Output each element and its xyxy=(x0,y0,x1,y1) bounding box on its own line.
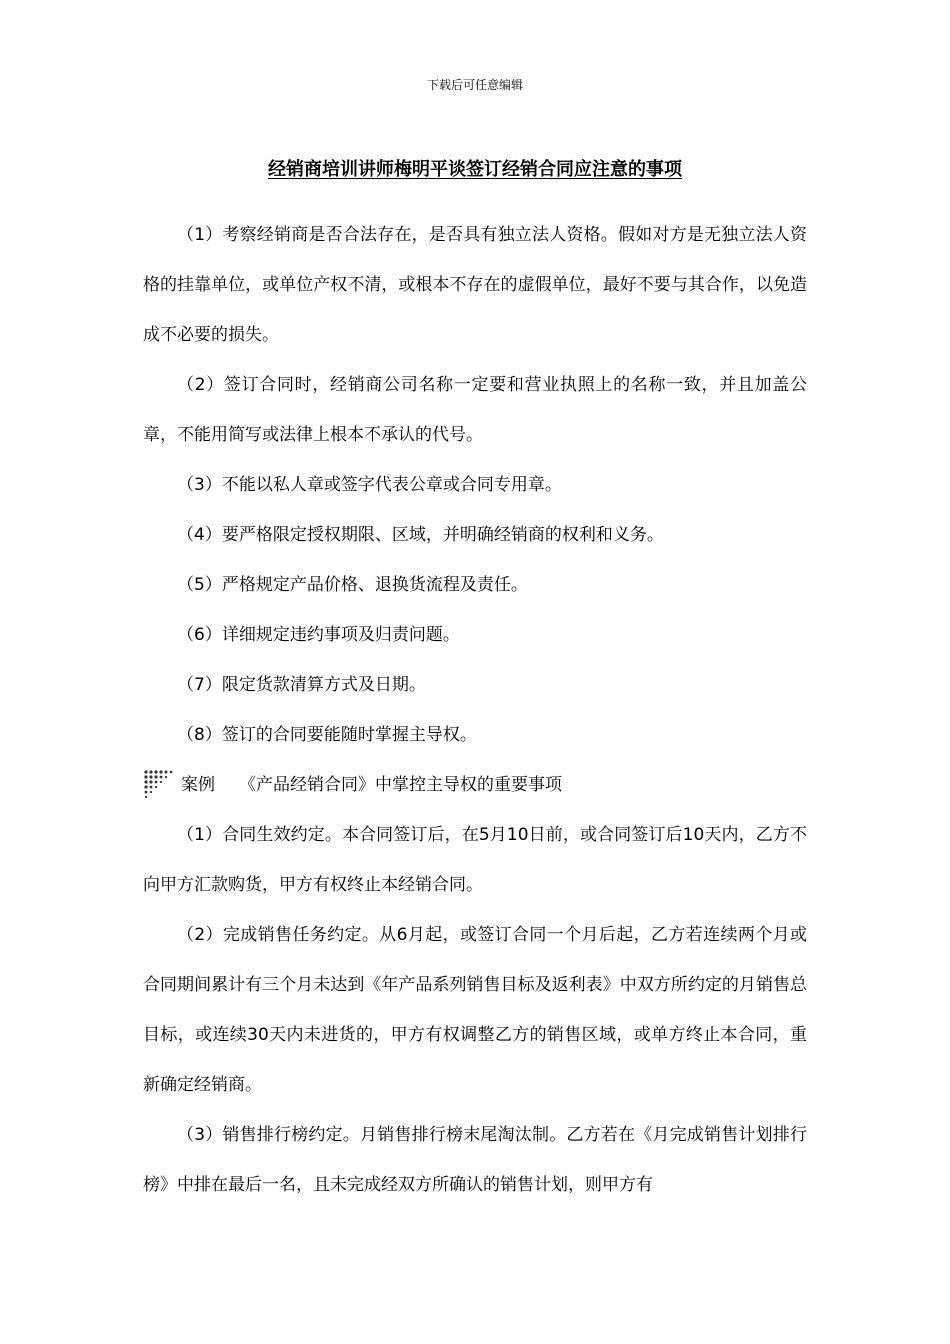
paragraph-8: （8）签订的合同要能随时掌握主导权。 xyxy=(177,725,477,745)
page-header: 下载后可任意编辑 xyxy=(426,78,523,92)
case-heading xyxy=(143,760,807,810)
document-title: 经销商培训讲师梅明平谈签订经销合同应注意的事项 xyxy=(268,159,682,180)
paragraph-4: （4）要严格限定授权期限、区域，并明确经销商的权利和义务。 xyxy=(177,525,664,545)
case-marker-icon xyxy=(143,769,175,801)
paragraph-5: （5）严格规定产品价格、退换货流程及责任。 xyxy=(177,575,528,595)
case-title: 《产品经销合同》中掌控主导权的重要事项 xyxy=(239,775,562,795)
paragraph-6: （6）详细规定违约事项及归责问题。 xyxy=(177,625,460,645)
paragraph-3: （3）不能以私人章或签字代表公章或合同专用章。 xyxy=(177,475,562,495)
case-paragraph-2: （2）完成销售任务约定。从6月起，或签订合同一个月后起，乙方若连续两个月或合同期间累计有三个月未达到《年产品系列销售目标及返利表》中双方所约定的月销售总目标，或连续30天内未进货的，甲方有权调整乙方的销售区域，或单方终止本合同，重新确定经销商。 xyxy=(143,925,807,1095)
case-paragraph-1: （1）合同生效约定。本合同签订后，在5月10日前，或合同签订后10天内，乙方不向甲方汇款购货，甲方有权终止本经销合同。 xyxy=(143,825,807,895)
case-label: 案例 xyxy=(181,775,215,795)
paragraph-1: （1）考察经销商是否合法存在，是否具有独立法人资格。假如对方是无独立法人资格的挂靠单位，或单位产权不清，或根本不存在的虚假单位，最好不要与其合作，以免造成不必要的损失。 xyxy=(143,225,807,345)
case-paragraph-3: （3）销售排行榜约定。月销售排行榜末尾淘汰制。乙方若在《月完成销售计划排行榜》中排在最后一名，且未完成经双方所确认的销售计划，则甲方有 xyxy=(143,1125,807,1195)
document-body xyxy=(143,210,807,1210)
paragraph-2: （2）签订合同时，经销商公司名称一定要和营业执照上的名称一致，并且加盖公章，不能用简写或法律上根本不承认的代号。 xyxy=(143,375,807,445)
paragraph-7: （7）限定货款清算方式及日期。 xyxy=(177,675,426,695)
